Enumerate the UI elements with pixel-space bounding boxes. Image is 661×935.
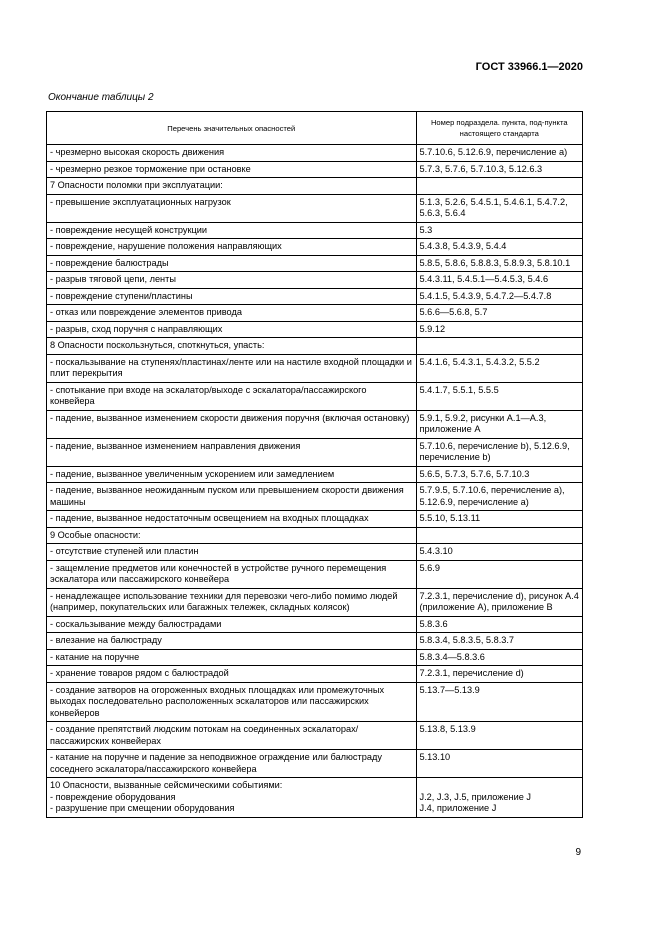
- column-header-reference: Номер подраздела. пункта, под-пункта настоящего стандарта: [416, 112, 582, 145]
- table-row: [47, 321, 583, 338]
- reference-cell: 5.9.1, 5.9.2, рисунки А.1—А.3, приложение А: [416, 410, 582, 438]
- table-row: [47, 722, 583, 750]
- reference-cell: 5.9.12: [416, 321, 582, 338]
- table-row: [47, 633, 583, 650]
- hazard-cell: - падение, вызванное недостаточным освещением на входных площадках: [47, 511, 417, 528]
- table-row: [47, 194, 583, 222]
- reference-cell: [416, 778, 582, 818]
- table-row: [47, 161, 583, 178]
- hazard-cell: - повреждение несущей конструкции: [47, 222, 417, 239]
- reference-cell: 5.6.9: [416, 560, 582, 588]
- table-row: [47, 354, 583, 382]
- hazard-cell: - падение, вызванное неожиданным пуском или превышением скорости движения машины: [47, 483, 417, 511]
- seismic-hazard-1: - повреждение оборудования: [50, 791, 176, 802]
- table-header-row: [47, 112, 583, 145]
- hazard-cell: 7 Опасности поломки при эксплуатации:: [47, 178, 417, 195]
- seismic-ref-2: J.4, приложение J: [419, 803, 497, 813]
- table-row: [47, 222, 583, 239]
- table-row: [47, 438, 583, 466]
- reference-cell: [416, 178, 582, 195]
- hazard-cell: - создание затворов на огороженных входных площадках или промежуточных выходах последовательно расположенных эскалаторов или пассажирских конвейеров: [47, 682, 417, 722]
- table-row: [47, 145, 583, 162]
- reference-cell: 5.4.3.11, 5.4.5.1—5.4.5.3, 5.4.6: [416, 272, 582, 289]
- hazard-cell: - чрезмерно высокая скорость движения: [47, 145, 417, 162]
- table-row: [47, 560, 583, 588]
- hazard-cell: - поскальзывание на ступенях/пластинах/ленте или на настиле входной площадки и плит перекрытия: [47, 354, 417, 382]
- hazard-cell: 8 Опасности поскользнуться, споткнуться, упасть:: [47, 338, 417, 355]
- reference-cell: 5.5.10, 5.13.11: [416, 511, 582, 528]
- reference-cell: 5.13.7—5.13.9: [416, 682, 582, 722]
- hazard-cell: - падение, вызванное изменением скорости движения поручня (включая остановку): [47, 410, 417, 438]
- table-row-seismic: [47, 778, 583, 818]
- table-row: [47, 544, 583, 561]
- reference-cell: 5.4.3.8, 5.4.3.9, 5.4.4: [416, 239, 582, 256]
- hazard-cell: - ненадлежащее использование техники для перевозки чего-либо помимо людей (например, покупательских или багажных тележек, складных колясок): [47, 588, 417, 616]
- reference-cell: 5.7.3, 5.7.6, 5.7.10.3, 5.12.6.3: [416, 161, 582, 178]
- hazard-cell: - катание на поручне: [47, 649, 417, 666]
- reference-cell: 5.4.3.10: [416, 544, 582, 561]
- table-row: [47, 178, 583, 195]
- hazard-cell: - катание на поручне и падение за неподвижное ограждение или балюстраду соседнего эскалатора/пассажирского конвейера: [47, 750, 417, 778]
- hazard-cell: - повреждение ступени/пластины: [47, 288, 417, 305]
- hazard-cell: - влезание на балюстраду: [47, 633, 417, 650]
- reference-cell: 5.4.1.7, 5.5.1, 5.5.5: [416, 382, 582, 410]
- hazard-cell: [47, 778, 417, 818]
- reference-cell: 5.7.10.6, перечисление b), 5.12.6.9, перечисление b): [416, 438, 582, 466]
- table-row: [47, 410, 583, 438]
- table-row: [47, 338, 583, 355]
- hazard-cell: - хранение товаров рядом с балюстрадой: [47, 666, 417, 683]
- reference-cell: [416, 338, 582, 355]
- reference-cell: 5.8.3.4—5.8.3.6: [416, 649, 582, 666]
- hazard-cell: - отказ или повреждение элементов привода: [47, 305, 417, 322]
- hazard-cell: - чрезмерно резкое торможение при остановке: [47, 161, 417, 178]
- hazard-cell: - создание препятствий людским потокам на соединенных эскалаторах/пассажирских конвейерах: [47, 722, 417, 750]
- reference-cell: [416, 527, 582, 544]
- table-row: [47, 466, 583, 483]
- table-row: [47, 483, 583, 511]
- table-row: [47, 239, 583, 256]
- reference-cell: 5.6.5, 5.7.3, 5.7.6, 5.7.10.3: [416, 466, 582, 483]
- reference-cell: 5.4.1.5, 5.4.3.9, 5.4.7.2—5.4.7.8: [416, 288, 582, 305]
- hazard-cell: - разрыв, сход поручня с направляющих: [47, 321, 417, 338]
- table-row: [47, 588, 583, 616]
- table-row: [47, 288, 583, 305]
- reference-cell: 5.8.3.4, 5.8.3.5, 5.8.3.7: [416, 633, 582, 650]
- hazard-cell: - соскальзывание между балюстрадами: [47, 616, 417, 633]
- reference-cell: 5.1.3, 5.2.6, 5.4.5.1, 5.4.6.1, 5.4.7.2, 5.6.3, 5.6.4: [416, 194, 582, 222]
- table-row: [47, 666, 583, 683]
- table-row: [47, 382, 583, 410]
- table-row: [47, 272, 583, 289]
- standard-header: ГОСТ 33966.1—2020: [475, 61, 583, 73]
- seismic-section-title: 10 Опасности, вызванные сейсмическими событиями:: [50, 780, 283, 790]
- table-row: [47, 527, 583, 544]
- table-caption: Окончание таблицы 2: [48, 92, 154, 103]
- seismic-ref-1: J.2, J.3, J.5, приложение J: [419, 791, 532, 802]
- hazard-cell: 9 Особые опасности:: [47, 527, 417, 544]
- table-row: [47, 305, 583, 322]
- reference-cell: 5.6.6—5.6.8, 5.7: [416, 305, 582, 322]
- hazard-cell: - повреждение, нарушение положения направляющих: [47, 239, 417, 256]
- reference-cell: 5.7.10.6, 5.12.6.9, перечисление а): [416, 145, 582, 162]
- reference-cell: 5.13.8, 5.13.9: [416, 722, 582, 750]
- hazard-cell: - падение, вызванное изменением направления движения: [47, 438, 417, 466]
- reference-cell: 5.4.1.6, 5.4.3.1, 5.4.3.2, 5.5.2: [416, 354, 582, 382]
- reference-cell: 5.8.5, 5.8.6, 5.8.8.3, 5.8.9.3, 5.8.10.1: [416, 255, 582, 272]
- reference-cell: 7.2.3.1, перечисление d), рисунок А.4 (приложение А), приложение В: [416, 588, 582, 616]
- table-row: [47, 649, 583, 666]
- hazard-cell: - падение, вызванное увеличенным ускорением или замедлением: [47, 466, 417, 483]
- seismic-hazard-2: - разрушение при смещении оборудования: [50, 803, 235, 813]
- hazard-cell: - спотыкание при входе на эскалатор/выходе с эскалатора/пассажирского конвейера: [47, 382, 417, 410]
- table-row: [47, 616, 583, 633]
- reference-cell: 5.13.10: [416, 750, 582, 778]
- table-row: [47, 511, 583, 528]
- reference-cell: 5.3: [416, 222, 582, 239]
- hazards-table: [46, 111, 583, 818]
- column-header-hazards: Перечень значительных опасностей: [47, 112, 417, 145]
- hazard-cell: - защемление предметов или конечностей в устройстве ручного перемещения эскалатора или пассажирского конвейера: [47, 560, 417, 588]
- hazard-cell: - повреждение балюстрады: [47, 255, 417, 272]
- table-row: [47, 255, 583, 272]
- reference-cell: 7.2.3.1, перечисление d): [416, 666, 582, 683]
- table-row: [47, 682, 583, 722]
- table-row: [47, 750, 583, 778]
- hazard-cell: - разрыв тяговой цепи, ленты: [47, 272, 417, 289]
- reference-cell: 5.7.9.5, 5.7.10.6, перечисление а), 5.12.6.9, перечисление а): [416, 483, 582, 511]
- reference-cell: 5.8.3.6: [416, 616, 582, 633]
- hazard-cell: - отсутствие ступеней или пластин: [47, 544, 417, 561]
- hazard-cell: - превышение эксплуатационных нагрузок: [47, 194, 417, 222]
- page-number: 9: [575, 847, 581, 858]
